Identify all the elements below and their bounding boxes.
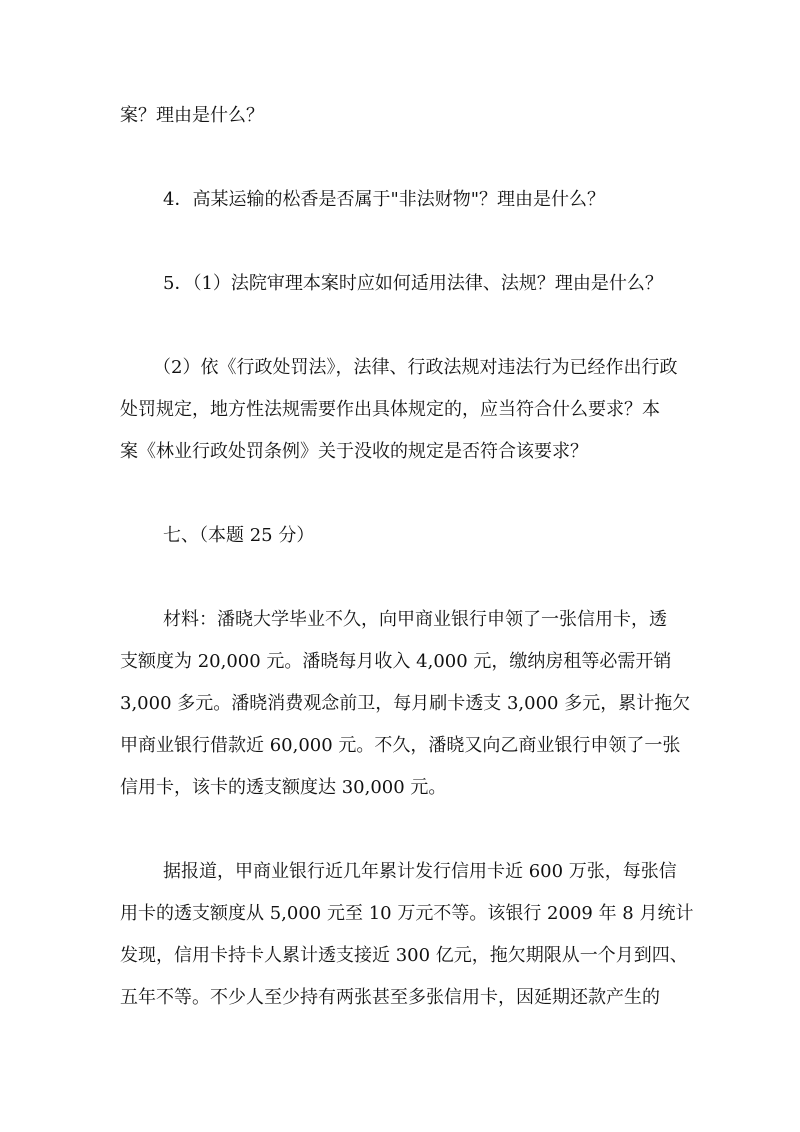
report-line-3: 发现，信用卡持卡人累计透支接近 300 亿元，拖欠期限从一个月到四、 [120,945,688,966]
question-4: 4．高某运输的松香是否属于"非法财物"？理由是什么？ [163,189,606,210]
question-5-2-line-3: 案《林业行政处罚条例》关于没收的规定是否符合该要求？ [120,441,588,462]
section-heading: 七、（本题 25 分） [163,525,315,546]
report-line-4: 五年不等。不少人至少持有两张甚至多张信用卡，因延期还款产生的 [120,987,660,1008]
material-line-2: 支额度为 20,000 元。潘晓每月收入 4,000 元，缴纳房租等必需开销 [120,651,672,672]
report-line-1: 据报道，甲商业银行近几年累计发行信用卡近 600 万张，每张信 [163,861,677,882]
question-5-2-line-2: 处罚规定，地方性法规需要作出具体规定的，应当符合什么要求？本 [120,399,660,420]
question-5-1: 5．（1）法院审理本案时应如何适用法律、法规？理由是什么？ [163,273,663,294]
question-5-2-line-1: （2）依《行政处罚法》，法律、行政法规对违法行为已经作出行政 [153,357,678,378]
material-line-3: 3,000 多元。潘晓消费观念前卫，每月刷卡透支 3,000 多元，累计拖欠 [120,693,691,714]
material-line-1: 材料：潘晓大学毕业不久，向甲商业银行申领了一张信用卡，透 [163,609,667,630]
material-line-4: 甲商业银行借款近 60,000 元。不久，潘晓又向乙商业银行申领了一张 [120,735,681,756]
report-line-2: 用卡的透支额度从 5,000 元至 10 万元不等。该银行 2009 年 8 月统计 [120,903,694,924]
text-line: 案？理由是什么？ [120,105,264,126]
material-line-5: 信用卡，该卡的透支额度达 30,000 元。 [120,777,447,798]
